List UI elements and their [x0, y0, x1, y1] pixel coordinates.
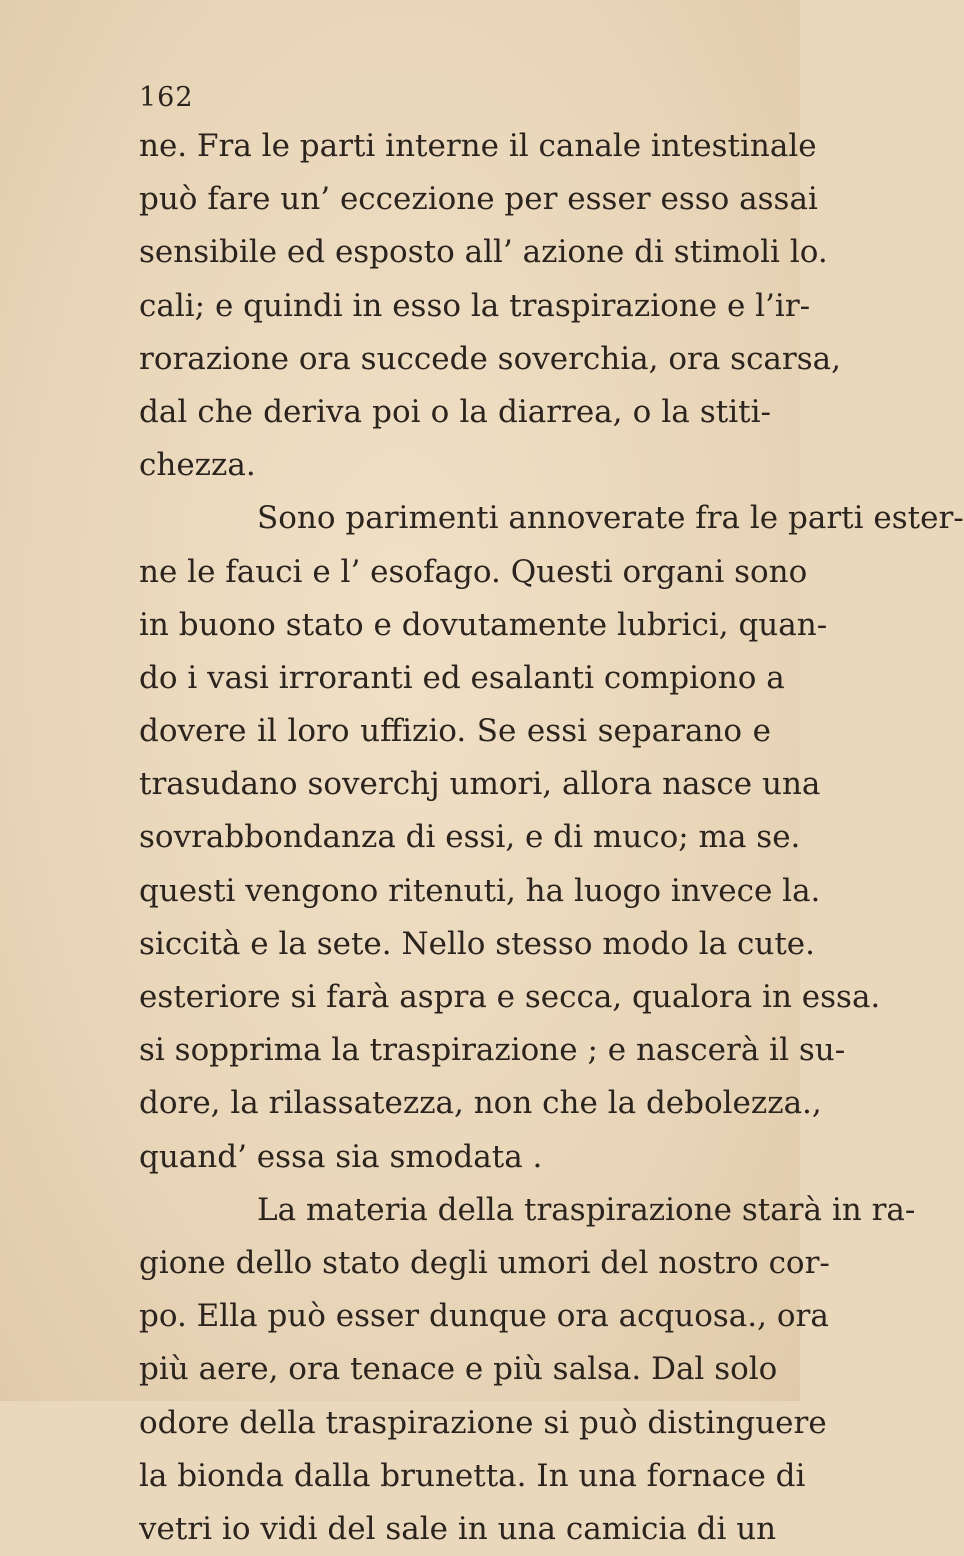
text-line: dovere il loro uffizio. Se essi separano e: [139, 713, 771, 750]
paragraph-start-line: Sono parimenti annoverate fra le parti ester-: [257, 500, 964, 537]
text-line: si sopprima la traspirazione ; e nascerà il su-: [139, 1032, 846, 1069]
text-line: in buono stato e dovutamente lubrici, quan-: [139, 606, 828, 643]
page-number: 162: [139, 82, 194, 113]
text-line: gione dello stato degli umori del nostro cor-: [139, 1244, 830, 1281]
text-line: può fare un’ eccezione per esser esso assai: [139, 181, 818, 218]
text-line: questi vengono ritenuti, ha luogo invece la.: [139, 872, 821, 909]
text-line: rorazione ora succede soverchia, ora scarsa,: [139, 340, 841, 377]
text-line: dore, la rilassatezza, non che la debolezza.,: [139, 1085, 822, 1122]
text-line: sensibile ed esposto all’ azione di stimoli lo.: [139, 234, 828, 271]
text-line: sovrabbondanza di essi, e di muco; ma se.: [139, 819, 801, 856]
body-text: [139, 120, 964, 1556]
text-line: do i vasi irroranti ed esalanti compiono a: [139, 659, 785, 696]
text-line: esteriore si farà aspra e secca, qualora in essa.: [139, 979, 881, 1015]
text-line: odore della traspirazione si può distinguere: [139, 1404, 827, 1441]
paragraph-start-line: La materia della traspirazione starà in ra-: [257, 1191, 916, 1228]
text-line: vetri io vidi del sale in una camicia di un: [139, 1510, 777, 1547]
text-line: chezza.: [139, 447, 256, 484]
text-line: la bionda dalla brunetta. In una fornace di: [139, 1457, 806, 1494]
text-line: siccità e la sete. Nello stesso modo la cute.: [139, 925, 815, 962]
text-line: cali; e quindi in esso la traspirazione e l’ir-: [139, 287, 811, 324]
text-line: ne. Fra le parti interne il canale intestinale: [139, 128, 817, 164]
text-line: ne le fauci e l’ esofago. Questi organi sono: [139, 553, 808, 590]
text-line: quand’ essa sia smodata .: [139, 1138, 543, 1175]
text-line: più aere, ora tenace e più salsa. Dal solo: [139, 1351, 778, 1388]
text-line: po. Ella può esser dunque ora acquosa., ora: [139, 1298, 829, 1335]
text-line: trasudano soverchj umori, allora nasce una: [139, 766, 821, 803]
text-line: dal che deriva poi o la diarrea, o la stiti-: [139, 393, 771, 430]
